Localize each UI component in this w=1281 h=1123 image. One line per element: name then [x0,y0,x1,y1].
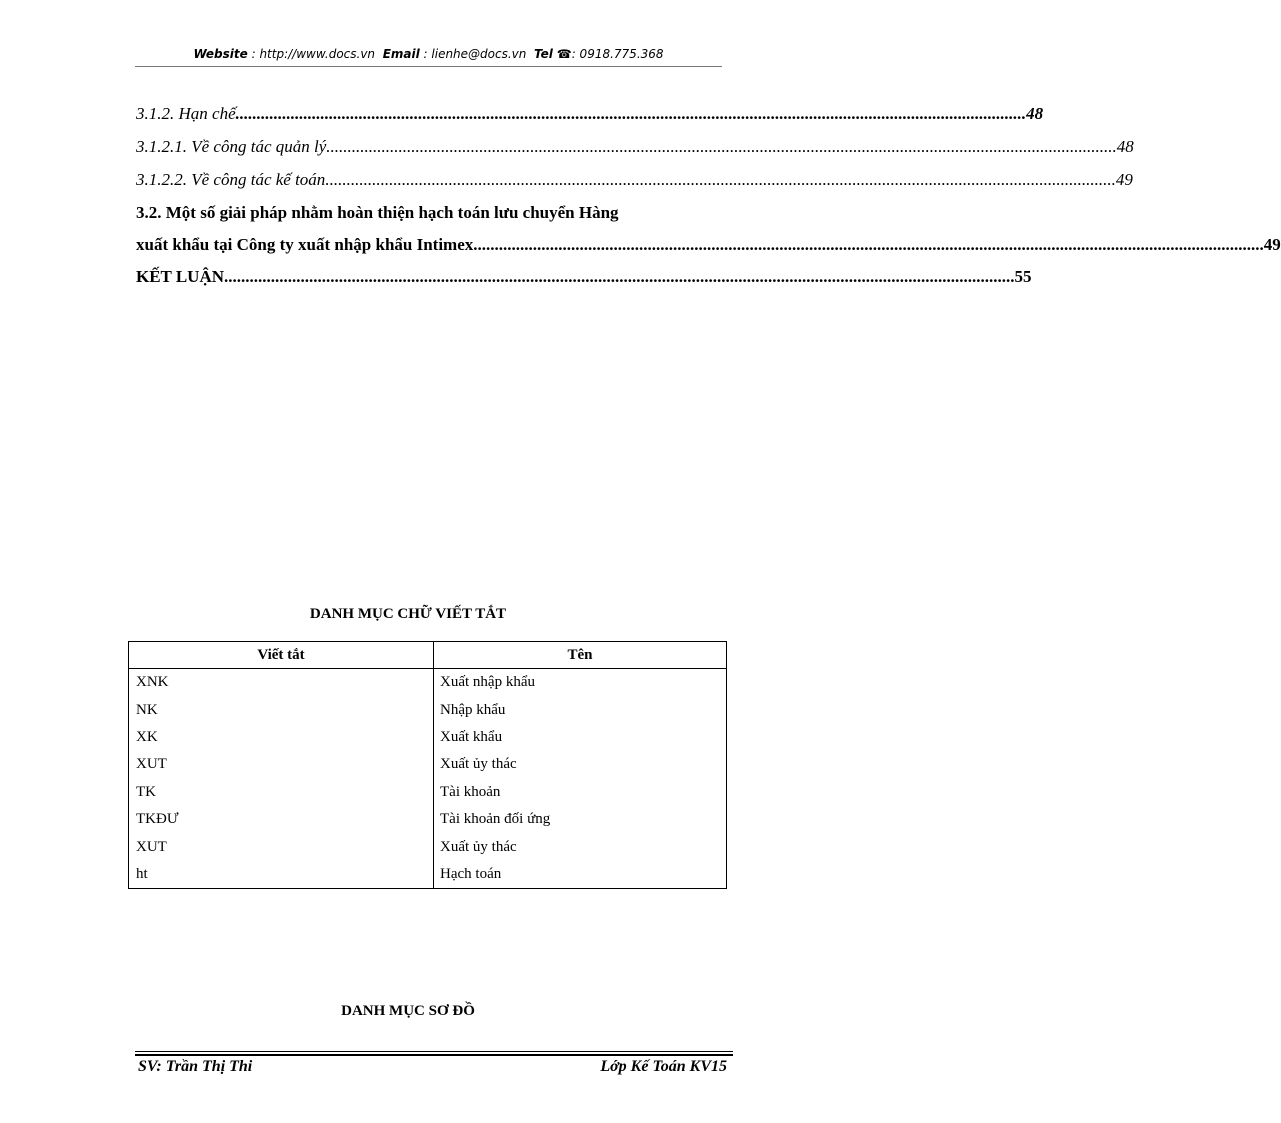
abbreviations-table [128,641,727,889]
table-row [129,779,727,806]
name-cell: Xuất ủy thác [434,833,727,860]
toc-entry-page: 49 [1263,235,1281,254]
toc-leader-dots: .......................................................................................................................................................................................... [326,137,1117,156]
toc-entry-page: 48 [1026,104,1044,123]
abbreviations-title: DANH MỤC CHỮ VIẾT TẮT [309,606,507,622]
column-header-name: Tên [434,642,727,669]
column-header-abbreviation: Viết tắt [129,642,434,669]
abbreviation-cell: TKĐƯ [129,806,434,833]
website-label: Website [193,47,248,61]
toc-entry-page: 48 [1116,137,1134,156]
toc-entry-3-2-line1[interactable]: 3.2. Một số giải pháp nhằm hoàn thiện hạch toán lưu chuyển Hàng [136,203,619,222]
table-row [129,669,727,697]
toc-entry-page: 49 [1115,170,1133,189]
name-cell: Xuất nhập khẩu [434,669,727,697]
table-row [129,724,727,751]
name-cell: Tài khoản [434,779,727,806]
footer-divider [135,1051,733,1052]
abbreviation-cell: TK [129,779,434,806]
abbreviation-cell: NK [129,696,434,723]
name-cell: Xuất khẩu [434,724,727,751]
toc-entry-title: 3.1.2.1. Về công tác quản lý [136,137,327,156]
toc-entry-3-1-2-1[interactable] [136,137,1134,163]
abbreviation-cell: ht [129,861,434,889]
toc-entry-title: KẾT LUẬN [136,267,225,286]
toc-entry-3-1-2[interactable] [136,104,1044,130]
toc-leader-dots: .......................................................................................................................................................................................... [473,235,1264,254]
table-row [129,861,727,889]
name-cell: Xuất ủy thác [434,751,727,778]
phone-icon: ☎ [556,47,572,61]
name-cell: Tài khoản đối ứng [434,806,727,833]
footer-class: Lớp Kế Toán KV15 [600,1058,727,1075]
toc-leader-dots: .......................................................................................................................................................................................... [224,267,1015,286]
abbreviation-cell: XUT [129,751,434,778]
name-cell: Nhập khẩu [434,696,727,723]
toc-entry-title: 3.1.2. Hạn chế [136,104,236,123]
toc-entry-ket-luan[interactable] [136,267,1032,293]
tel-value: : 0918.775.368 [571,47,664,61]
footer-student: SV: Trần Thị Thi [138,1058,253,1075]
page-header [135,47,722,61]
abbreviation-cell: XK [129,724,434,751]
toc-entry-page: 55 [1014,267,1032,286]
abbreviation-cell: XUT [129,833,434,860]
footer-divider-thick [135,1054,733,1056]
toc-entry-3-1-2-2[interactable] [136,170,1133,196]
email-value: : lienhe@docs.vn [423,47,527,61]
diagrams-title: DANH MỤC SƠ ĐỒ [341,1003,475,1019]
table-row [129,696,727,723]
toc-leader-dots: .......................................................................................................................................................................................... [235,104,1027,123]
toc-entry-title: 3.1.2.2. Về công tác kế toán [136,170,326,189]
toc-entry-3-2[interactable] [136,235,1281,261]
table-row [129,806,727,833]
website-value: : http://www.docs.vn [251,47,376,61]
table-row [129,833,727,860]
email-label: Email [382,47,420,61]
abbreviation-cell: XNK [129,669,434,697]
tel-label: Tel [534,47,553,61]
table-row [129,751,727,778]
toc-entry-title: xuất khẩu tại Công ty xuất nhập khẩu Intimex [136,235,474,254]
toc-leader-dots: .......................................................................................................................................................................................... [325,170,1116,189]
name-cell: Hạch toán [434,861,727,889]
header-divider [135,66,722,67]
